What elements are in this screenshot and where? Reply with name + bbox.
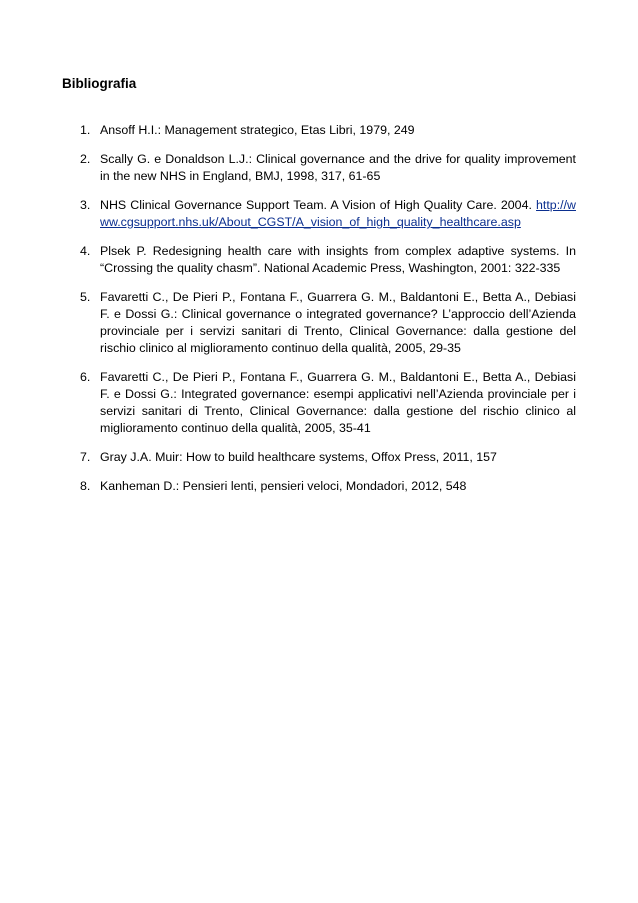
entry-text: Ansoff H.I.: Management strategico, Etas Libri, 1979, 249	[100, 123, 415, 137]
page-title: Bibliografia	[62, 76, 137, 91]
entry-number: 7.	[80, 450, 91, 464]
entry-number: 2.	[80, 152, 91, 166]
entry-text: Favaretti C., De Pieri P., Fontana F., Guarrera G. M., Baldantoni E., Betta A., Debiasi F. e Dossi G.: Integrated governance: esempi applicativi nell’Azienda provinciale per i servizi sanitari di Trento, Clinical Governance: dalla gestione del rischio clinico al miglioramento continuo della qualità, 2005, 35-41	[100, 370, 576, 435]
entry-number: 6.	[80, 370, 91, 384]
entry-text: Kanheman D.: Pensieri lenti, pensieri veloci, Mondadori, 2012, 548	[100, 479, 467, 493]
entry-link[interactable]: http://www.cgsupport.nhs.uk/About_CGST/A_vision_of_high_quality_healthcare.asp	[100, 198, 576, 229]
entry-number: 8.	[80, 479, 91, 493]
entry-text: Favaretti C., De Pieri P., Fontana F., Guarrera G. M., Baldantoni E., Betta A., Debiasi F. e Dossi G.: Clinical governance o integrated governance? L’approccio dell’Azienda provinciale per i servizi sanitari di Trento, Clinical Governance: dalla gestione del rischio clinico al miglioramento continuo della qualità, 2005, 29-35	[100, 290, 576, 355]
bibliography-entry	[80, 197, 576, 231]
entry-text: Plsek P. Redesigning health care with insights from complex adaptive systems. In “Crossing the quality chasm”. National Academic Press, Washington, 2001: 322-335	[100, 244, 576, 275]
bibliography-entry	[80, 122, 576, 139]
entry-number: 1.	[80, 123, 91, 137]
entry-number: 4.	[80, 244, 91, 258]
bibliography-list	[80, 122, 576, 507]
entry-text: Gray J.A. Muir: How to build healthcare systems, Offox Press, 2011, 157	[100, 450, 497, 464]
entry-text: NHS Clinical Governance Support Team. A Vision of High Quality Care. 2004.	[100, 198, 532, 212]
bibliography-entry	[80, 289, 576, 357]
entry-number: 5.	[80, 290, 91, 304]
bibliography-entry	[80, 478, 576, 495]
bibliography-entry	[80, 151, 576, 185]
bibliography-entry	[80, 243, 576, 277]
entry-text: Scally G. e Donaldson L.J.: Clinical governance and the drive for quality improvement in the new NHS in England, BMJ, 1998, 317, 61-65	[100, 152, 576, 183]
bibliography-entry	[80, 369, 576, 437]
bibliography-entry	[80, 449, 576, 466]
entry-number: 3.	[80, 198, 91, 212]
